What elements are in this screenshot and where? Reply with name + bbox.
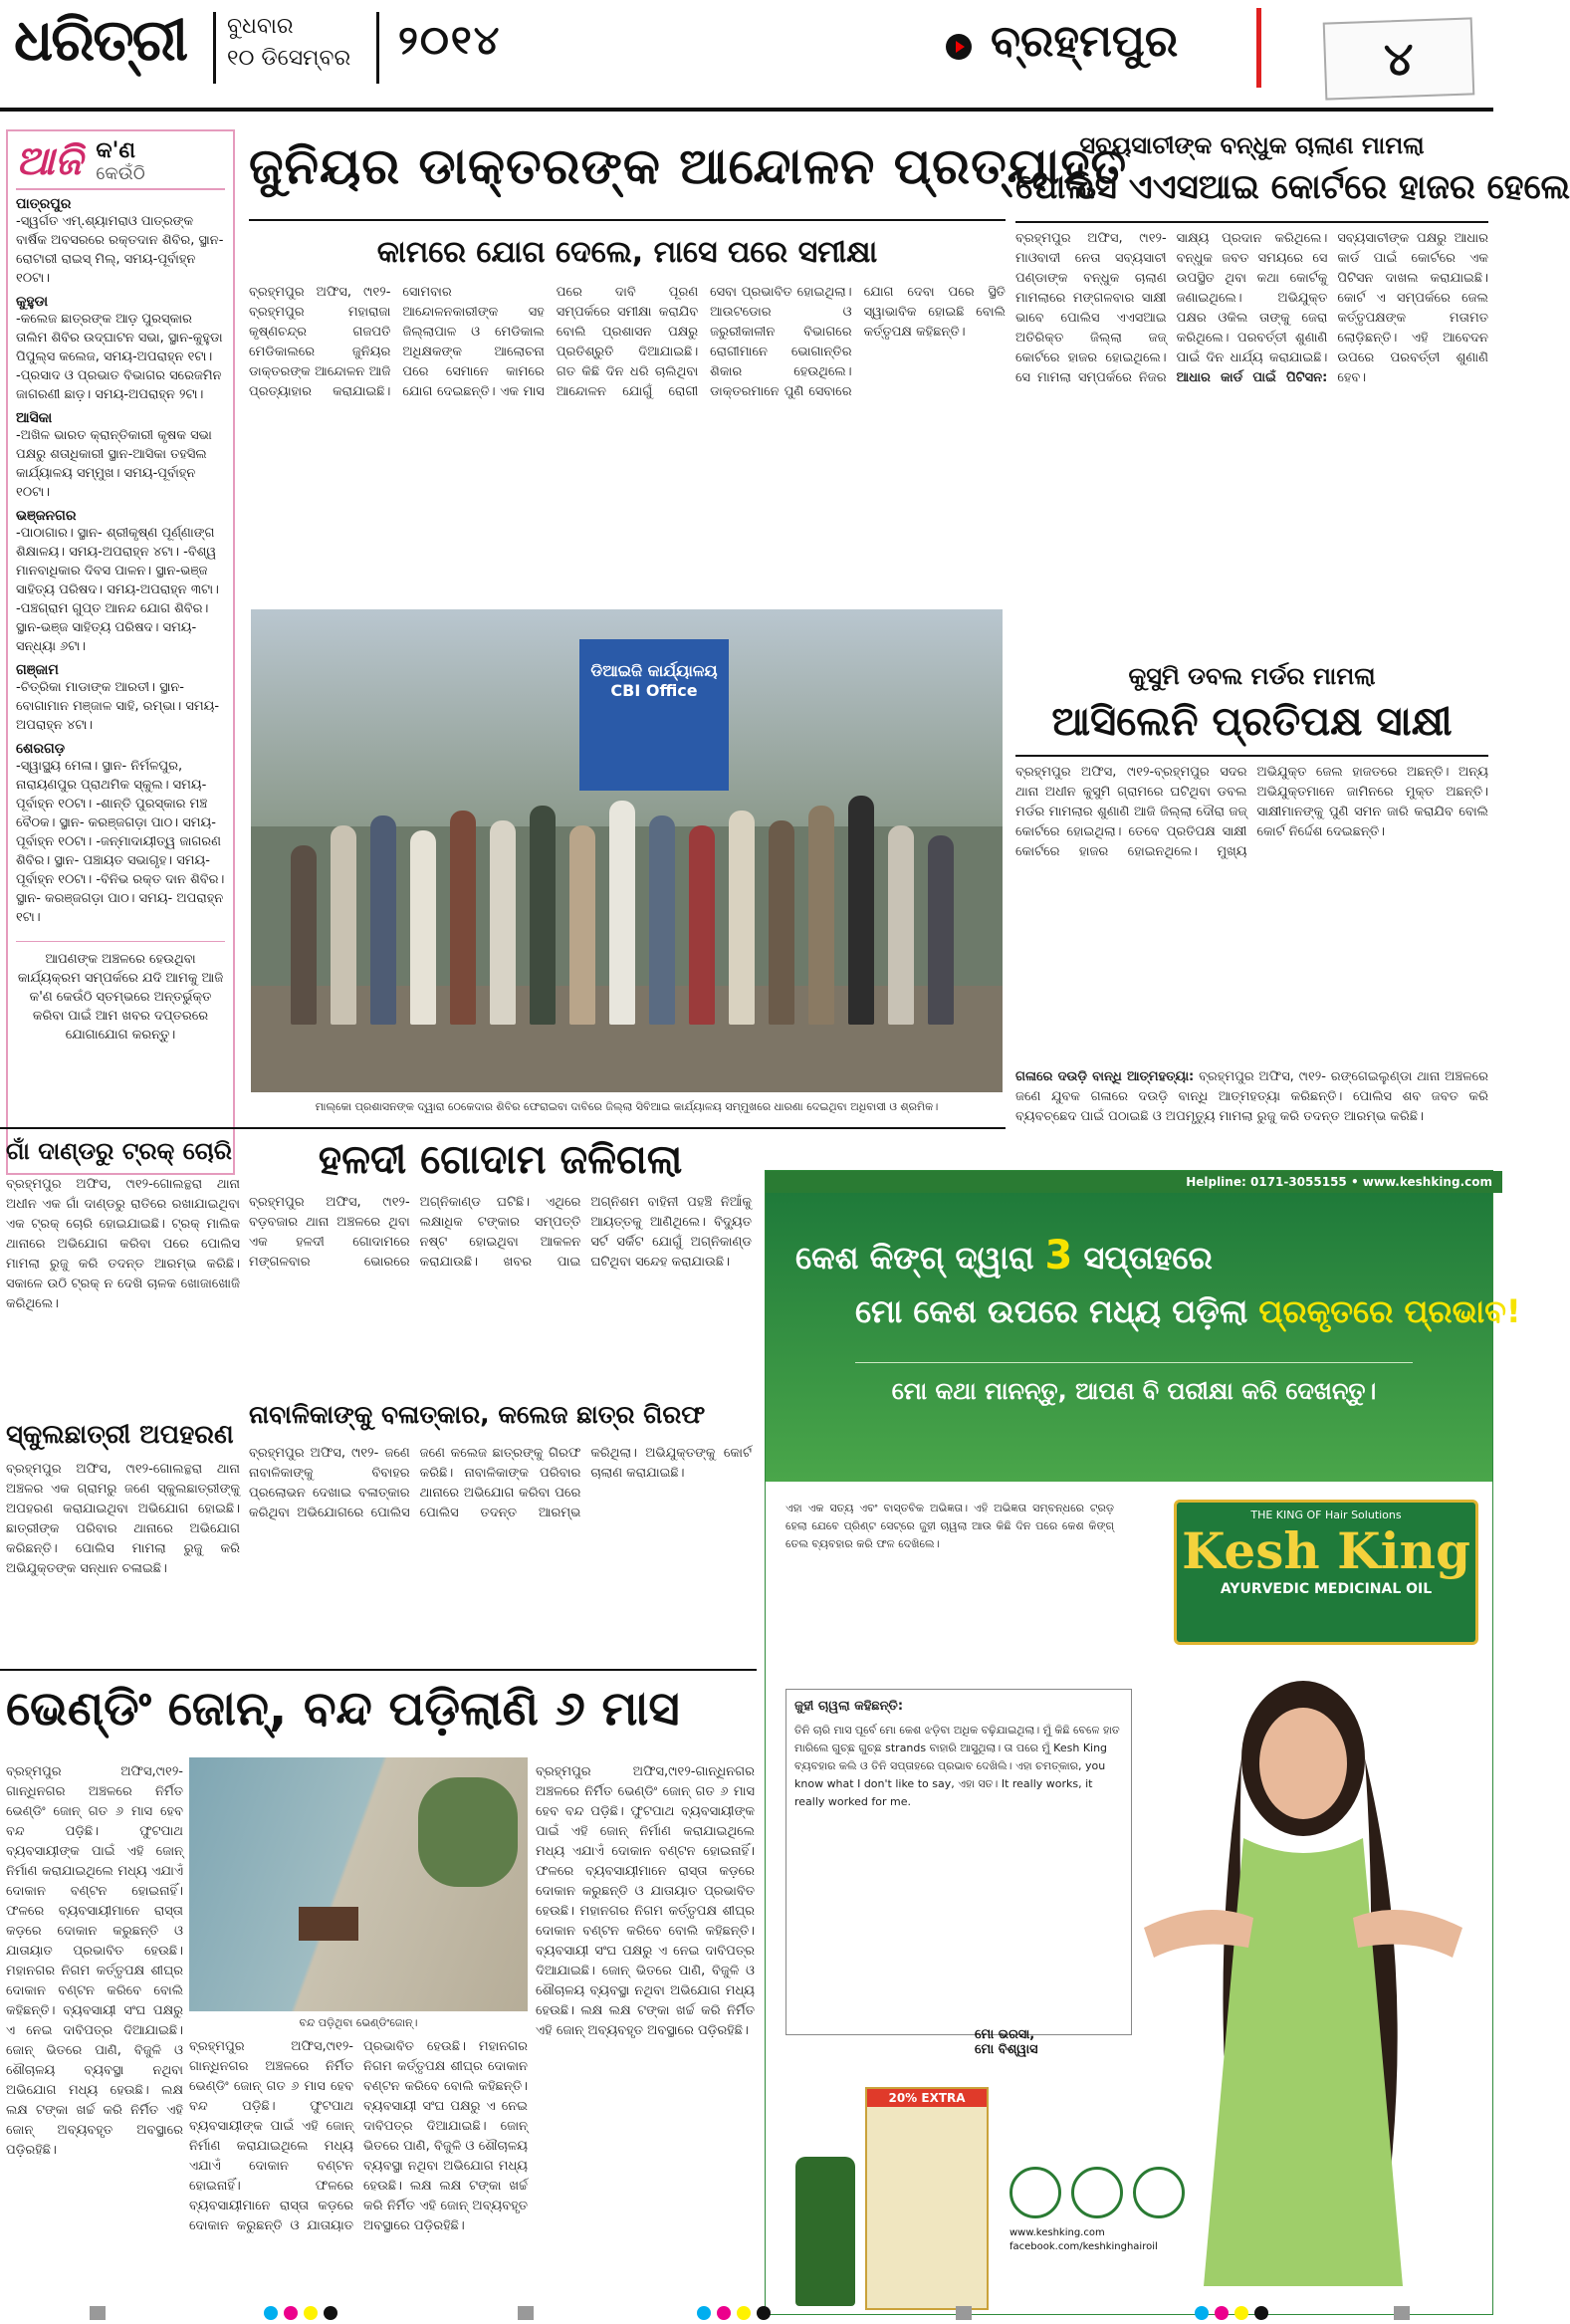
events-sidebar: [6, 129, 235, 1175]
masthead-rule: [0, 108, 1493, 112]
kusumi-rule: [1015, 755, 1488, 757]
masthead-divider: [213, 12, 216, 84]
product-box-icon: [865, 2087, 989, 2310]
ad-certification-badges: [1009, 2167, 1185, 2218]
logo-name: Kesh King: [1182, 1521, 1470, 1580]
cbi-office-sign: ଡିଆଇଜି କାର୍ଯ୍ୟାଳୟ CBI Office: [579, 639, 729, 791]
schoolgirl-body: ବ୍ରହ୍ମପୁର ଅଫିସ, ୯ା୧୨-ଗୋଲନ୍ଥରା ଥାନା ଅଞ୍ଚଳର ଏକ ଗ୍ରାମରୁ ଜଣେ ସ୍କୁଲଛାତ୍ରୀଙ୍କୁ ଅପହରଣ କରାଯାଇଥିବା ଅଭିଯୋଗ ହୋଇଛି। ଛାତ୍ରୀଙ୍କ ପରିବାର ଥାନାରେ ଅଭିଯୋଗ କରିଛନ୍ତି। ପୋଲିସ ମାମଲା ରୁଜୁ କରି ଅଭିଯୁକ୍ତଙ୍କ ସନ୍ଧାନ ଚଳାଇଛି।: [6, 1462, 240, 1576]
ad-body-text: ଏହା ଏକ ସତ୍ୟ ଏବଂ ବାସ୍ତବିକ ଅଭିଜ୍ଞତା। ଏହି ଅଭିଜ୍ଞତା ସମ୍ବନ୍ଧରେ ଟ୍ରଡ଼ ହେଲା ଯେବେ ପ୍ରିଣ୍ଟ ସେଟ୍‌ରେ ଜୁହୀ ଚାୱଲା ଆଉ କିଛି ଦିନ ପରେ କେଶ କିଙ୍ଗ୍ ତେଲ ବ୍ୟବହାର କରି ଫଳ ଦେଖିଲେ।: [785, 1502, 1114, 1550]
masthead-day: ବୁଧବାର: [227, 14, 294, 39]
ad-headline-line3: ମୋ କଥା ମାନନ୍ତୁ, ଆପଣ ବି ପରୀକ୍ଷା କରି ଦେଖନ୍ତୁ।: [855, 1362, 1413, 1405]
herbal-badge-icon: [1009, 2167, 1061, 2218]
haldi-headline: ହଳଦୀ ଗୋଦାମ ଜଳିଗଲା: [318, 1137, 683, 1183]
lead-rule: [249, 219, 1006, 221]
vending-headline: ଭେଣ୍ଡିଂ ଜୋନ୍, ବନ୍ଦ ପଡ଼ିଲାଣି ୬ ମାସ: [6, 1681, 680, 1737]
natural-badge-icon: [1133, 2167, 1185, 2218]
masthead-date: ୧୦ ଡିସେମ୍ବର: [227, 46, 351, 71]
events-sidebar-title-where: କେଉଁଠି: [96, 163, 145, 184]
kusumi-headline: ଆସିଲେନି ପ୍ରତିପକ୍ଷ ସାକ୍ଷୀ: [1051, 699, 1453, 745]
truck-headline: ଗାଁ ଦାଣ୍ଡରୁ ଟ୍ରକ୍ ଚୋରି: [6, 1137, 232, 1165]
lead-photo-caption: ମାଲ୍କୋ ପ୍ରଶାସନଙ୍କ ଦ୍ୱାରା ଠେକେଦାର ଶିବିର ଫେରାଇବା ଦାବିରେ ଜିଲ୍ଲା ସିବିଆଇ କାର୍ଯ୍ୟାଳୟ ସମ୍ମୁଖରେ ଧାରଣା ଦେଇଥିବା ଅଧିବାସୀ ଓ ଶ୍ରମିକ।: [315, 1100, 939, 1113]
section-rule: [0, 1127, 1006, 1129]
suicide-brief: [1015, 1067, 1488, 1162]
kesh-king-logo: [1174, 1500, 1478, 1645]
haldi-body: ବ୍ରହ୍ମପୁର ଅଫିସ, ୯ା୧୨- ବଡ଼ବଜାର ଥାନା ଅଞ୍ଚଳରେ ଥିବା ଏକ ହଳଦୀ ଗୋଦାମରେ ମଙ୍ଗଳବାର ଭୋରରେ ଅଗ୍ନିକାଣ୍ଡ ଘଟିଛି। ଏଥିରେ ଲକ୍ଷାଧିକ ଟଙ୍କାର ସମ୍ପତ୍ତି ନଷ୍ଟ ହୋଇଥିବା ଆକଳନ କରାଯାଉଛି। ଖବର ପାଇ ଅଗ୍ନିଶମ ବାହିନୀ ପହଞ୍ଚି ନିଆଁକୁ ଆୟତ୍ତକୁ ଆଣିଥିଲେ। ବିଦ୍ୟୁତ ସର୍ଟ ସର୍କିଟ ଯୋଗୁଁ ଅଗ୍ନିକାଣ୍ଡ ଘଟିଥିବା ସନ୍ଦେହ କରାଯାଉଛି।: [249, 1195, 752, 1270]
color-registration-marks: [697, 2306, 771, 2320]
ad-product-pack: [795, 2087, 995, 2306]
oil-bottle-icon: [795, 2157, 855, 2306]
masthead-divider: [376, 12, 379, 84]
ad-signature-line2: ମୋ ବିଶ୍ୱାସ: [975, 2042, 1038, 2057]
police-body-text: ବ୍ରହ୍ମପୁର ଅଫିସ, ୯ା୧୨-ମାଓବାଦୀ ନେତା ସବ୍ୟସାଚୀ ପଣ୍ଡାଙ୍କ ବନ୍ଧୁକ ଚାଲାଣ ମାମଲାରେ ମଙ୍ଗଳବାର ସାକ୍ଷୀ ଭାବେ ପୋଲିସ ଏଏସଆଇ ଅତିରିକ୍ତ ଜିଲ୍ଲା ଜଜ୍ କୋର୍ଟରେ ହାଜର ହୋଇଥିଲେ। ସେ ମାମଲା ସମ୍ପର୍କରେ ନିଜର ସାକ୍ଷ୍ୟ ପ୍ରଦାନ କରିଥିଲେ। ବନ୍ଧୁକ ଜବତ ସମୟରେ ସେ ଉପସ୍ଥିତ ଥିବା କଥା କୋର୍ଟକୁ ଜଣାଇଥିଲେ। ଅଭିଯୁକ୍ତ ପକ୍ଷର ଓକିଲ ତାଙ୍କୁ ଜେରା କରିଥିଲେ। ପରବର୍ତ୍ତୀ ଶୁଣାଣି ପାଇଁ ଦିନ ଧାର୍ଯ୍ୟ କରାଯାଇଛି।: [1015, 231, 1328, 385]
schoolgirl-headline: ସ୍କୁଲଛାତ୍ରୀ ଅପହରଣ: [6, 1420, 234, 1450]
vending-body-right: ବ୍ରହ୍ମପୁର ଅଫିସ,୯ା୧୨-ଗାନ୍ଧିନଗର ଅଞ୍ଚଳରେ ନିର୍ମିତ ଭେଣ୍ଡିଂ ଜୋନ୍ ଗତ ୬ ମାସ ହେବ ବନ୍ଦ ପଡ଼ିଛି। ଫୁଟପାଥ ବ୍ୟବସାୟୀଙ୍କ ପାଇଁ ଏହି ଜୋନ୍ ନିର୍ମାଣ କରାଯାଇଥିଲେ ମଧ୍ୟ ଏଯାଏଁ ଦୋକାନ ବଣ୍ଟନ ହୋଇନାହିଁ। ଫଳରେ ବ୍ୟବସାୟୀମାନେ ରାସ୍ତା କଡ଼ରେ ଦୋକାନ କରୁଛନ୍ତି ଓ ଯାତାୟାତ ପ୍ରଭାବିତ ହେଉଛି। ମହାନଗର ନିଗମ କର୍ତ୍ତୃପକ୍ଷ ଶୀଘ୍ର ଦୋକାନ ବଣ୍ଟନ କରିବେ ବୋଲି କହିଛନ୍ତି। ବ୍ୟବସାୟୀ ସଂଘ ପକ୍ଷରୁ ଏ ନେଇ ଦାବିପତ୍ର ଦିଆଯାଇଛି। ଜୋନ୍ ଭିତରେ ପାଣି, ବିଜୁଳି ଓ ଶୌଚାଳୟ ବ୍ୟବସ୍ଥା ନଥିବା ଅଭିଯୋଗ ମଧ୍ୟ ହେଉଛି। ଲକ୍ଷ ଲକ୍ଷ ଟଙ୍କା ଖର୍ଚ୍ଚ କରି ନିର୍ମିତ ଏହି ଜୋନ୍ ଅବ୍ୟବହୃତ ଅବସ୍ଥାରେ ପଡ଼ିରହିଛି।: [536, 1764, 755, 2038]
suicide-body: ବ୍ରହ୍ମପୁର ଅଫିସ, ୯ା୧୨- ରଙ୍ଗେଇଲୁଣ୍ଡା ଥାନା ଅଞ୍ଚଳରେ ଜଣେ ଯୁବକ ଗଳାରେ ଦଉଡ଼ି ବାନ୍ଧି ଆତ୍ମହତ୍ୟା କରିଛନ୍ତି। ପୋଲିସ ଶବ ଜବତ କରି ବ୍ୟବଚ୍ଛେଦ ପାଇଁ ପଠାଇଛି ଓ ଅପମୃତ୍ୟୁ ମାମଲା ରୁଜୁ କରି ତଦନ୍ତ ଆରମ୍ଭ କରିଛି।: [1015, 1069, 1488, 1124]
rape-body: ବ୍ରହ୍ମପୁର ଅଫିସ, ୯ା୧୨- ଜଣେ ନାବାଳିକାଙ୍କୁ ବିବାହର ପ୍ରଲୋଭନ ଦେଖାଇ ବଳାତ୍କାର କରିଥିବା ଅଭିଯୋଗରେ ପୋଲିସ ଜଣେ କଲେଜ ଛାତ୍ରଙ୍କୁ ଗିରଫ କରିଛି। ନାବାଳିକାଙ୍କ ପରିବାର ଥାନାରେ ଅଭିଯୋଗ କରିବା ପରେ ପୋଲିସ ତଦନ୍ତ ଆରମ୍ଭ କରିଥିଲା। ଅଭିଯୁକ୍ତଙ୍କୁ କୋର୍ଟ ଚାଲାଣ କରାଯାଇଛି।: [249, 1446, 752, 1520]
logo-tagline: THE KING OF Hair Solutions: [1250, 1509, 1402, 1521]
ad-signature-line1: ମୋ ଭରସା,: [975, 2027, 1035, 2042]
ad-line1-a: କେଶ କିଙ୍ଗ୍ ଦ୍ୱାରା: [795, 1239, 1045, 1277]
ad-testimonial-head: ଜୁହୀ ଚାୱଲା କହିଛନ୍ତି:: [794, 1699, 904, 1714]
kusumi-body: ବ୍ରହ୍ମପୁର ଅଫିସ, ୯ା୧୨-ବ୍ରହ୍ମପୁର ସଦର ଥାନା ଅଧୀନ କୁସୁମି ଗ୍ରାମରେ ଘଟିଥିବା ଡବଲ ମର୍ଡର ମାମଲାର ଶୁଣାଣି ଆଜି ଜିଲ୍ଲା ଦୌରା ଜଜ୍ କୋର୍ଟରେ ହୋଇଥିଲା। ତେବେ ପ୍ରତିପକ୍ଷ ସାକ୍ଷୀ କୋର୍ଟରେ ହାଜର ହୋଇନଥିଲେ। ମୁଖ୍ୟ ଅଭିଯୁକ୍ତ ଜେଲ ହାଜତରେ ଅଛନ୍ତି। ଅନ୍ୟ ଅଭିଯୁକ୍ତମାନେ ଜାମିନରେ ମୁକ୍ତ ଅଛନ୍ତି। ସାକ୍ଷୀମାନଙ୍କୁ ପୁଣି ସମନ ଜାରି କରାଯିବ ବୋଲି କୋର୍ଟ ନିର୍ଦ୍ଦେଶ ଦେଇଛନ୍ତି।: [1015, 765, 1488, 859]
edition-city: ବ୍ରହ୍ମପୁର: [991, 16, 1179, 67]
ad-helpline: Helpline: 0171-3055155 • www.keshking.com: [766, 1171, 1502, 1193]
page-number-calendar-icon: ୪: [1323, 17, 1475, 100]
ad-signature: [975, 2027, 1038, 2057]
masthead-year: ୨୦୧୪: [398, 18, 502, 64]
vending-photo-caption: ବନ୍ଦ ପଡ଼ିଥିବା ଭେଣ୍ଡିଂଜୋନ୍।: [299, 2016, 418, 2029]
police-rule: [1015, 221, 1488, 223]
event-text: -ଅଖିଳ ଭାରତ କ୍ରାନ୍ତିକାରୀ କୃଷକ ସଭା ପକ୍ଷରୁ ଶତାଧିକାରୀ ସ୍ଥାନ-ଆସିକା ତହସିଲ କାର୍ଯ୍ୟାଳୟ ସମ୍ମୁଖ। ସମୟ-ପୂର୍ବାହ୍ନ ୧୦ଟା।: [16, 428, 212, 500]
product-badge: 20% EXTRA: [867, 2089, 987, 2107]
registration-mark: [956, 2306, 972, 2320]
vending-photo: [189, 1757, 528, 2011]
truck-body: ବ୍ରହ୍ମପୁର ଅଫିସ, ୯ା୧୨-ଗୋଲନ୍ଥରା ଥାନା ଅଧୀନ ଏକ ଗାଁ ଦାଣ୍ଡରୁ ରାତିରେ ରଖାଯାଇଥିବା ଏକ ଟ୍ରକ୍ ଚୋରି ହୋଇଯାଇଛି। ଟ୍ରକ୍ ମାଲିକ ଥାନାରେ ଅଭିଯୋଗ କରିବା ପରେ ପୋଲିସ ମାମଲା ରୁଜୁ କରି ତଦନ୍ତ ଆରମ୍ଭ କରିଛି। ସକାଳେ ଉଠି ଟ୍ରକ୍ ନ ଦେଖି ଚାଳକ ଖୋଜାଖୋଜି କରିଥିଲେ।: [6, 1177, 240, 1311]
events-sidebar-header: [16, 137, 225, 190]
section-rule: [0, 1669, 757, 1671]
events-sidebar-footer: ଆପଣଙ୍କ ଅଞ୍ଚଳରେ ହେଉଥିବା କାର୍ଯ୍ୟକ୍ରମ ସମ୍ପର୍କରେ ଯଦି ଆମକୁ ଆଜି କ'ଣ କେଉଁଠି ସ୍ତମ୍ଭରେ ଅନ୍ତର୍ଭୁକ୍ତ କରିବା ପାଇଁ ଆମ ଖବର ଦପ୍ତରରେ ଯୋଗାଯୋଗ କରନ୍ତୁ।: [16, 941, 225, 1045]
logo-subtitle: AYURVEDIC MEDICINAL OIL: [1220, 1581, 1433, 1597]
ad-headline-line2: [855, 1292, 1521, 1331]
registration-mark: [518, 2306, 534, 2320]
ad-line2-a: ମୋ କେଶ ଉପରେ ମଧ୍ୟ ପଡ଼ିଲା: [855, 1292, 1259, 1330]
kesh-king-advertisement[interactable]: [765, 1170, 1521, 2315]
event-place: ଭଞ୍ଜନଗର: [16, 508, 77, 524]
police-side-body: ସବ୍ୟସାଚୀଙ୍କ ପକ୍ଷରୁ ଆଧାର କାର୍ଡ ପାଇଁ କୋର୍ଟରେ ଏକ ପିଟିସନ ଦାଖଲ କରାଯାଇଛି। କୋର୍ଟ ଏ ସମ୍ପର୍କରେ ଜେଲ କର୍ତ୍ତୃପକ୍ଷଙ୍କ ମତାମତ ଲୋଡ଼ିଛନ୍ତି। ଏହି ଆବେଦନ ଉପରେ ପରବର୍ତ୍ତୀ ଶୁଣାଣି ହେବ।: [1337, 231, 1488, 385]
event-text: -ଚିତ୍ରିକା ମାଡାଙ୍କ ଆରତୀ। ସ୍ଥାନ- ବୋଗାମାନ ମଞ୍ଜାଳ ସାହି, ରମ୍ଭା। ସମୟ- ଅପରାହ୍ନ ୪ଟା।: [16, 680, 220, 733]
masthead-red-divider: [1256, 8, 1261, 88]
kusumi-kicker: କୁସୁମି ଡବଲ ମର୍ଡର ମାମଲା: [1128, 662, 1376, 690]
event-place: ଶେରଗଡ଼: [16, 741, 66, 757]
events-sidebar-title-what: କ'ଣ: [96, 138, 136, 163]
lead-headline: ଜୁନିୟର ଡାକ୍ତରଙ୍କ ଆନ୍ଦୋଳନ ପ୍ରତ୍ୟାହୃତ: [249, 137, 1128, 195]
color-registration-marks: [264, 2306, 337, 2320]
lead-photo: [251, 609, 1003, 1092]
lead-subhead: କାମରେ ଯୋଗ ଦେଲେ, ମାସେ ପରେ ସମୀକ୍ଷା: [376, 235, 878, 270]
rape-headline: ନାବାଳିକାଙ୍କୁ ବଳାତ୍କାର, କଲେଜ ଛାତ୍ର ଗିରଫ: [249, 1400, 706, 1429]
ad-line2-b: ପ୍ରକୃତରେ ପ୍ରଭାବ!: [1258, 1292, 1521, 1330]
suicide-label: ଗଳାରେ ଦଉଡ଼ି ବାନ୍ଧି ଆତ୍ମହତ୍ୟା:: [1015, 1069, 1195, 1084]
police-headline: ପୋଲିସ ଏଏସଆଇ କୋର୍ଟରେ ହାଜର ହେଲେ: [1015, 167, 1570, 207]
ayurvedic-badge-icon: [1071, 2167, 1123, 2218]
ad-testimonial-body: ତିନି ଚାରି ମାସ ପୂର୍ବେ ମୋ କେଶ ଝଡ଼ିବା ଅଧିକ ବଢ଼ିଯାଇଥିଲା। ମୁଁ କିଛି ବେଳେ ହାତ ମାରିଲେ ଗୁଚ୍ଛ ଗୁଚ୍ଛ strands ବାହାରି ଆସୁଥିଲା। ତା ପରେ ମୁଁ Kesh King ବ୍ୟବହାର କଲି ଓ ତିନି ସପ୍ତାହରେ ପ୍ରଭାବ ଦେଖିଲି। ଏହା ଚମତ୍କାର, you know what I don't like to say, ଏହା ସତ। It really works, it really worked for me.: [794, 1724, 1120, 1808]
registration-mark: [90, 2306, 106, 2320]
lead-body: ବ୍ରହ୍ମପୁର ଅଫିସ, ୯ା୧୨- ବ୍ରହ୍ମପୁର ମହାରାଜା କୃଷ୍ଣଚନ୍ଦ୍ର ଗଜପତି ମେଡିକାଲରେ ଜୁନିୟର ଡାକ୍ତରଙ୍କ ଆନ୍ଦୋଳନ ଆଜି ପ୍ରତ୍ୟାହାର କରାଯାଇଛି। ସୋମବାର ଆନ୍ଦୋଳନକାରୀଙ୍କ ସହ ଜିଲ୍ଲାପାଳ ଓ ମେଡିକାଲ ଅଧିକ୍ଷକଙ୍କ ଆଲୋଚନା ପରେ ସେମାନେ କାମରେ ଯୋଗ ଦେଇଛନ୍ତି। ଏକ ମାସ ପରେ ଦାବି ପୂରଣ ସମ୍ପର୍କରେ ସମୀକ୍ଷା କରାଯିବ ବୋଲି ପ୍ରଶାସନ ପକ୍ଷରୁ ପ୍ରତିଶ୍ରୁତି ଦିଆଯାଇଛି। ଗତ କିଛି ଦିନ ଧରି ଚାଲିଥିବା ଆନ୍ଦୋଳନ ଯୋଗୁଁ ରୋଗୀ ସେବା ପ୍ରଭାବିତ ହୋଇଥିଲା। ଆଉଟଡୋର ଓ ଜରୁରୀକାଳୀନ ବିଭାଗରେ ରୋଗୀମାନେ ଭୋଗାନ୍ତିର ଶିକାର ହେଉଥିଲେ। ଡାକ୍ତରମାନେ ପୁଣି ସେବାରେ ଯୋଗ ଦେବା ପରେ ସ୍ଥିତି ସ୍ୱାଭାବିକ ହୋଇଛି ବୋଲି କର୍ତ୍ତୃପକ୍ଷ କହିଛନ୍ତି।: [249, 285, 1006, 399]
newspaper-logo: ଧରିତ୍ରୀ: [14, 6, 187, 74]
ad-headline-line1: [795, 1233, 1213, 1278]
vending-body-bottom: ବ୍ରହ୍ମପୁର ଅଫିସ,୯ା୧୨-ଗାନ୍ଧିନଗର ଅଞ୍ଚଳରେ ନିର୍ମିତ ଭେଣ୍ଡିଂ ଜୋନ୍ ଗତ ୬ ମାସ ହେବ ବନ୍ଦ ପଡ଼ିଛି। ଫୁଟପାଥ ବ୍ୟବସାୟୀଙ୍କ ପାଇଁ ଏହି ଜୋନ୍ ନିର୍ମାଣ କରାଯାଇଥିଲେ ମଧ୍ୟ ଏଯାଏଁ ଦୋକାନ ବଣ୍ଟନ ହୋଇନାହିଁ। ଫଳରେ ବ୍ୟବସାୟୀମାନେ ରାସ୍ତା କଡ଼ରେ ଦୋକାନ କରୁଛନ୍ତି ଓ ଯାତାୟାତ ପ୍ରଭାବିତ ହେଉଛି। ମହାନଗର ନିଗମ କର୍ତ୍ତୃପକ୍ଷ ଶୀଘ୍ର ଦୋକାନ ବଣ୍ଟନ କରିବେ ବୋଲି କହିଛନ୍ତି। ବ୍ୟବସାୟୀ ସଂଘ ପକ୍ଷରୁ ଏ ନେଇ ଦାବିପତ୍ର ଦିଆଯାଇଛି। ଜୋନ୍ ଭିତରେ ପାଣି, ବିଜୁଳି ଓ ଶୌଚାଳୟ ବ୍ୟବସ୍ଥା ନଥିବା ଅଭିଯୋଗ ମଧ୍ୟ ହେଉଛି। ଲକ୍ଷ ଲକ୍ଷ ଟଙ୍କା ଖର୍ଚ୍ଚ କରି ନିର୍ମିତ ଏହି ଜୋନ୍ ଅବ୍ୟବହୃତ ଅବସ୍ଥାରେ ପଡ଼ିରହିଛି।: [189, 2039, 528, 2233]
event-text: -ପାଠାଗାର। ସ୍ଥାନ- ଶ୍ରୀକୃଷ୍ଣ ପୂର୍ଣ୍ଣାଙ୍ଗ ଶିକ୍ଷାଳୟ। ସମୟ-ଅପରାହ୍ନ ୪ଟା। -ବିଶ୍ୱ ମାନବାଧିକାର ଦିବସ ପାଳନ। ସ୍ଥାନ-ଭଞ୍ଜ ସାହିତ୍ୟ ପରିଷଦ। ସମୟ-ଅପରାହ୍ନ ୩ଟା। -ପଞ୍ଚଗ୍ରାମ ଗୁପ୍ତ ଆନନ୍ଦ ଯୋଗ ଶିବିର। ସ୍ଥାନ-ଭଞ୍ଜ ସାହିତ୍ୟ ପରିଷଦ। ସମୟ- ସନ୍ଧ୍ୟା ୬ଟା।: [16, 526, 219, 654]
vending-body-left: ବ୍ରହ୍ମପୁର ଅଫିସ,୯ା୧୨-ଗାନ୍ଧିନଗର ଅଞ୍ଚଳରେ ନିର୍ମିତ ଭେଣ୍ଡିଂ ଜୋନ୍ ଗତ ୬ ମାସ ହେବ ବନ୍ଦ ପଡ଼ିଛି। ଫୁଟପାଥ ବ୍ୟବସାୟୀଙ୍କ ପାଇଁ ଏହି ଜୋନ୍ ନିର୍ମାଣ କରାଯାଇଥିଲେ ମଧ୍ୟ ଏଯାଏଁ ଦୋକାନ ବଣ୍ଟନ ହୋଇନାହିଁ। ଫଳରେ ବ୍ୟବସାୟୀମାନେ ରାସ୍ତା କଡ଼ରେ ଦୋକାନ କରୁଛନ୍ତି ଓ ଯାତାୟାତ ପ୍ରଭାବିତ ହେଉଛି। ମହାନଗର ନିଗମ କର୍ତ୍ତୃପକ୍ଷ ଶୀଘ୍ର ଦୋକାନ ବଣ୍ଟନ କରିବେ ବୋଲି କହିଛନ୍ତି। ବ୍ୟବସାୟୀ ସଂଘ ପକ୍ଷରୁ ଏ ନେଇ ଦାବିପତ୍ର ଦିଆଯାଇଛି। ଜୋନ୍ ଭିତରେ ପାଣି, ବିଜୁଳି ଓ ଶୌଚାଳୟ ବ୍ୟବସ୍ଥା ନଥିବା ଅଭିଯୋଗ ମଧ୍ୟ ହେଉଛି। ଲକ୍ଷ ଲକ୍ଷ ଟଙ୍କା ଖର୍ଚ୍ଚ କରି ନିର୍ମିତ ଏହି ଜୋନ୍ ଅବ୍ୟବହୃତ ଅବସ୍ଥାରେ ପଡ଼ିରହିଛି।: [6, 1764, 183, 2158]
ad-hero-banner: [766, 1193, 1521, 1482]
play-marker-icon: [946, 34, 972, 60]
police-body: [1015, 229, 1488, 647]
color-registration-marks: [1195, 2306, 1268, 2320]
event-place: ଆସିକା: [16, 410, 53, 426]
event-text: -ସ୍ୱର୍ଗତ ଏମ୍.ଶ୍ୟାମରାଓ ପାତ୍ରଙ୍କ ବାର୍ଷିକ ଅବସରରେ ରକ୍ତଦାନ ଶିବିର, ସ୍ଥାନ-ରୋଟାରୀ ରାଇସ୍ ମିଲ୍, ସମୟ-ପୂର୍ବାହ୍ନ ୧୦ଟା।: [16, 214, 224, 286]
ad-testimonial-box: [785, 1689, 1132, 2035]
event-place: ଗଞ୍ଜାମ: [16, 662, 59, 678]
event-place: ପାତ୍ରପୁର: [16, 196, 72, 212]
police-kicker: ସବ୍ୟସାଚୀଙ୍କ ବନ୍ଧୁକ ଚାଲାଣ ମାମଲା: [1079, 131, 1425, 159]
ad-website[interactable]: www.keshking.com facebook.com/keshkinghairoil: [1009, 2227, 1158, 2252]
ad-line1-number: 3: [1044, 1233, 1073, 1278]
event-text: -ସ୍ୱାସ୍ଥ୍ୟ ମେଳା। ସ୍ଥାନ- ନିର୍ମଳପୁର, ନାରାୟଣପୁର ପ୍ରାଥମିକ ସ୍କୁଲ। ସମୟ- ପୂର୍ବାହ୍ନ ୧୦ଟା। -ଶାନ୍ତି ପୁରସ୍କାର ମଞ୍ଚ ବୈଠକ। ସ୍ଥାନ- କରଞ୍ଜଗଡ଼ା ପାଠ। ସମୟ- ପୂର୍ବାହ୍ନ ୧୦ଟା। -ଜନ୍ମାଦାୟୀତ୍ୱ ଜାଗରଣ ଶିବିର। ସ୍ଥାନ- ପଞ୍ଚାୟତ ସଭାଗୃହ। ସମୟ- ପୂର୍ବାହ୍ନ ୧୦ଟା। -ବିନିଭ ରକ୍ତ ଦାନ ଶିବିର। ସ୍ଥାନ- କରଞ୍ଜଗଡ଼ା ପାଠ। ସମୟ- ଅପରାହ୍ନ ୧ଟା।: [16, 759, 225, 925]
events-sidebar-title: ଆଜି: [16, 137, 83, 184]
event-text: -କଲେଜ ଛାତ୍ରଙ୍କ ଆଡ଼ ପୁରସ୍କାର ତାଲିମ ଶିବିର ଉଦ୍‌ଘାଟନ ସଭା, ସ୍ଥାନ-କୁହୁଡା ପିପୁଲ୍ସ କଲେଜ, ସମୟ-ଅପରାହ୍ନ ୧ଟା। -ପ୍ରସାଦ ଓ ପ୍ରଭାତ ବିଭାଗର ସରେଜମିନ ଜାଗରଣୀ ଛାଡ଼। ସମୟ-ଅପରାହ୍ନ ୨ଟା।: [16, 312, 223, 402]
registration-mark: [1394, 2306, 1410, 2320]
police-side-label: ଆଧାର କାର୍ଡ ପାଇଁ ପିଟିସନ:: [1176, 370, 1328, 385]
event-place: କୁହୁଡା: [16, 294, 49, 310]
ad-line1-b: ସପ୍ତାହରେ: [1072, 1239, 1213, 1277]
